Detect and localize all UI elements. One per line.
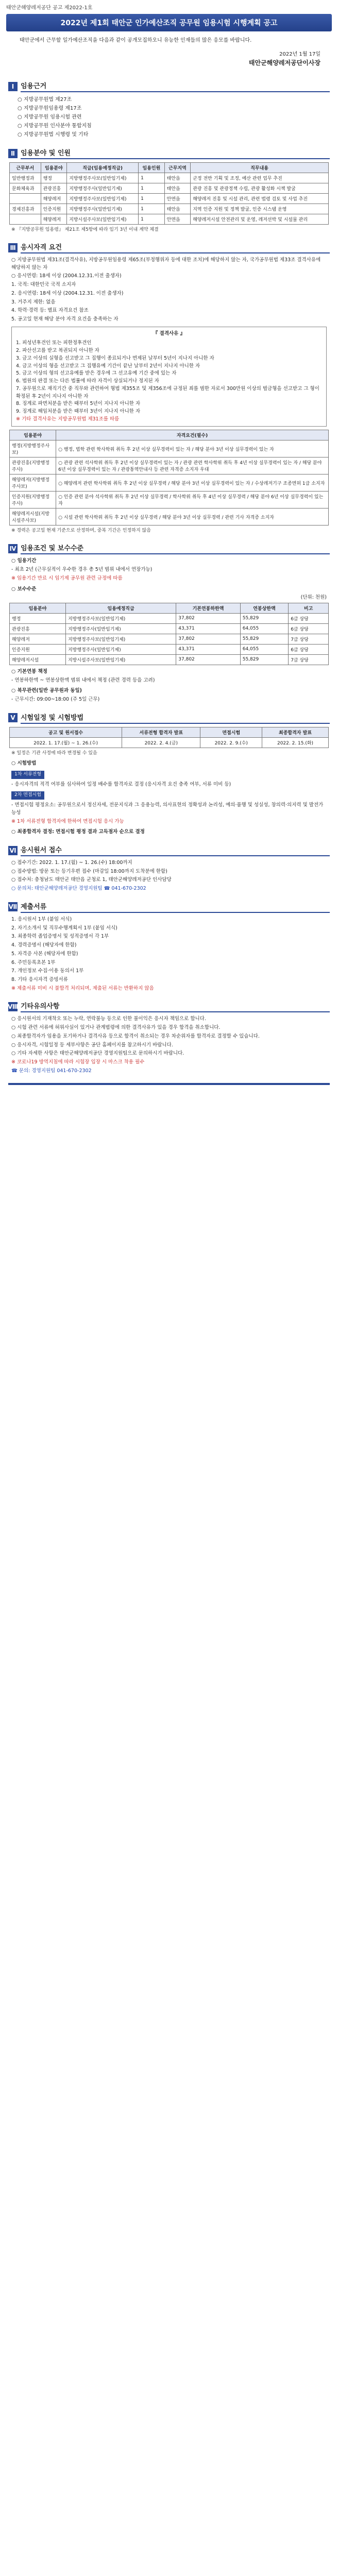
- table-cell: [10, 214, 41, 225]
- pay-table: [9, 603, 329, 665]
- table-cell: 2022. 2. 9.(수): [200, 737, 262, 748]
- table-cell: 2022. 1. 17.(월) ~ 1. 26.(수): [10, 737, 122, 748]
- table-cell: 경제진흥과: [10, 204, 41, 214]
- section-label: 시험일정 및 시험방법: [21, 712, 330, 724]
- table-cell: 37,802: [176, 654, 240, 665]
- table-cell: 지방행정주사(일반임기제): [67, 183, 139, 194]
- table-cell: [10, 194, 41, 204]
- table-cell: 1: [139, 214, 165, 225]
- table-cell: 해양레저: [41, 214, 67, 225]
- section-label: 제출서류: [21, 901, 330, 913]
- table-cell: 관광 진흥 및 관광정책 수립, 관광 활성화 시책 발굴: [191, 183, 329, 194]
- table-header: 임용분야: [41, 163, 67, 173]
- table-cell: 55,829: [240, 654, 288, 665]
- document-item: 5. 자격증 사본 (해당자에 한함): [11, 951, 78, 957]
- disqualification-item: 8. 징계로 파면처분을 받은 때부터 5년이 지나지 아니한 자: [16, 401, 141, 407]
- caution-item: ○ 응시원서의 기재착오 또는 누락, 연락불능 등으로 인한 불이익은 응시자 책임으로 합니다.: [11, 1016, 206, 1022]
- table-row: [10, 654, 329, 665]
- table-header: 임용인원: [139, 163, 165, 173]
- table-cell: 해양레저 진흥 및 시설 관리, 관련 법령 검토 및 사업 추진: [191, 194, 329, 204]
- table-header: 직급(임용예정직급): [67, 163, 139, 173]
- table-header: 최종합격자 발표: [262, 727, 329, 737]
- application-place: ○ 접수처: 충청남도 태안군 태안읍 군청로 1, 태안군해양레저공단 인사담당: [11, 877, 172, 883]
- table-cell: ○ 행정, 법학 관련 학사학위 취득 후 2년 이상 실무경력이 있는 자 / 해당 분야 3년 이상 실무경력이 있는 자: [56, 440, 329, 457]
- section-number: Ⅲ: [8, 243, 18, 252]
- section-number: Ⅷ: [7, 1003, 19, 1010]
- table-row: [10, 492, 329, 509]
- table-row: [10, 634, 329, 644]
- table-cell: 문화체육과: [10, 183, 41, 194]
- table-header: 임용예정직급: [65, 603, 176, 613]
- section-number: Ⅶ: [8, 903, 18, 911]
- section-caution-title: [8, 1001, 330, 1012]
- method-title: ○ 시험방법: [11, 760, 37, 766]
- document-item: 8. 기타 응시자격 증빙서류: [11, 976, 68, 982]
- table-header: 자격요건(필수): [56, 430, 329, 440]
- phase-label: 2차 면접시험: [11, 791, 44, 800]
- table-cell: 37,802: [176, 613, 240, 623]
- table-cell: 6급 상당: [289, 623, 329, 634]
- table-cell: 행정: [10, 613, 66, 623]
- section-conditions-title: [8, 543, 330, 554]
- table-cell: 태안읍: [164, 204, 191, 214]
- conditions-text-2: [4, 668, 334, 704]
- requirements-table: [9, 430, 329, 526]
- application-contact: ○ 문의처: 태안군해양레저공단 경영지원팀 ☎ 041-670-2302: [11, 886, 146, 892]
- caution-text: [4, 1015, 334, 1075]
- disqualification-title: 『 결격사유 』: [153, 330, 185, 336]
- disqualification-box: [11, 327, 327, 427]
- conditions-subtitle: ○ 임용기간: [11, 558, 37, 564]
- table-cell: 지방시설주사보(일반임기제): [67, 214, 139, 225]
- section-number: Ⅴ: [8, 713, 18, 722]
- basis-item: ○ 지방공무원법 시행령 및 기타: [18, 132, 89, 138]
- section-label: 임용조건 및 보수수준: [21, 543, 330, 554]
- qualification-age: ○ 응시연령: 18세 이상 (2004.12.31.이전 출생자): [11, 273, 122, 279]
- notice-page: [4, 0, 334, 1095]
- table-cell: 2022. 2. 4.(금): [122, 737, 200, 748]
- disqualification-note: ※ 기타 결격사유는 지방공무원법 제31조를 따름: [16, 416, 120, 422]
- table-row: [10, 509, 329, 526]
- disqualification-item: 7. 공무원으로 재직기간 중 직무와 관련하여 형법 제355조 및 제356조에 규정된 죄를 범한 자로서 300만원 이상의 벌금형을 선고받고 그 형이 확정된 후 2년이 지나지 아니한 자: [16, 385, 319, 399]
- section-number: Ⅰ: [8, 82, 18, 91]
- table-cell: 해양레저시설(지방시설주사보): [10, 509, 56, 526]
- caution-red: ※ 코로나19 방역지침에 따라 시험장 입장 시 마스크 착용 필수: [11, 1059, 145, 1065]
- section-schedule-title: [8, 712, 330, 724]
- table-header: 기본연봉하한액: [176, 603, 240, 613]
- qualification-text: [4, 257, 334, 324]
- table-cell: 지방행정주사(일반임기제): [65, 623, 176, 634]
- conditions-line: - 최초 2년 (근무실적이 우수한 경우 총 5년 범위 내에서 연장가능): [11, 567, 153, 573]
- table-cell: 1: [139, 183, 165, 194]
- phase-text: - 면접시험 평정요소: 공무원으로서 정신자세, 전문지식과 그 응용능력, 의사표현의 정확성과 논리성, 예의·품행 및 성실성, 창의력·의지력 및 발전가능성: [11, 802, 324, 816]
- table-cell: 2022. 2. 15.(화): [262, 737, 329, 748]
- section-number: Ⅳ: [8, 544, 18, 553]
- table-cell: 64,055: [240, 623, 288, 634]
- table-cell: 1: [139, 204, 165, 214]
- notice-date: 2022년 1월 17일: [279, 52, 320, 57]
- caution-contact: ☎ 문의: 경영지원팀 041-670-2302: [11, 1067, 92, 1074]
- document-item: 4. 경력증명서 (해당자에 한함): [11, 942, 77, 948]
- requirements-note: ※ 경력은 공고일 현재 기준으로 산정하며, 중복 기간은 인정하지 않음: [11, 528, 151, 534]
- table-cell: 태안읍: [164, 183, 191, 194]
- table-cell: 해양레저(지방행정주사보): [10, 474, 56, 492]
- table-cell: 지방시설주사보(일반임기제): [65, 654, 176, 665]
- section-label: 임용근거: [21, 80, 330, 92]
- table-row: [10, 173, 329, 183]
- section-number: Ⅵ: [8, 846, 18, 855]
- section-label: 응시자격 요건: [21, 242, 330, 253]
- table-cell: 관광진흥(지방행정주사): [10, 457, 56, 474]
- table-cell: 지역 인증 지원 및 정책 발굴, 인증 시스템 운영: [191, 204, 329, 214]
- table-header: 공고 및 원서접수: [10, 727, 122, 737]
- table-cell: 인증지원: [10, 644, 66, 654]
- basis-list: [4, 95, 334, 139]
- qualification-item: 5. 공고일 현재 해당 분야 자격 요건을 충족하는 자: [11, 316, 119, 323]
- table-cell: 55,829: [240, 634, 288, 644]
- pay-unit: (단위: 천원): [300, 595, 327, 601]
- table-row: [10, 440, 329, 457]
- table-cell: ○ 관광 관련 석사학위 취득 후 2년 이상 실무경력이 있는 자 / 관광 관련 학사학위 취득 후 4년 이상 실무경력이 있는 자 / 해당 분야 6년 이상 실무경력이 있는 자 / 관광통역안내사 등 관련 자격증 소지자 우대: [56, 457, 329, 474]
- basis-item: ○ 지방공무원임용령 제17조: [18, 106, 82, 111]
- table-cell: 55,829: [240, 613, 288, 623]
- qualification-item: 2. 응시연령: 18세 이상 (2004.12.31. 이전 출생자): [11, 290, 124, 296]
- section-positions-title: [8, 147, 330, 159]
- page-title: 2022년 제1회 태안군 인가예산조직 공무원 임용시험 시행계획 공고: [6, 14, 332, 31]
- issuing-org: 태안군해양레저공단이사장: [248, 59, 320, 66]
- table-cell: 64,055: [240, 644, 288, 654]
- table-cell: 행정(지방행정주사보): [10, 440, 56, 457]
- table-cell: 군정 전반 기획 및 조정, 예산 관련 업무 추진: [191, 173, 329, 183]
- basis-item: ○ 지방공무원 임용시험 관련: [18, 114, 82, 120]
- table-cell: ○ 인증 관련 분야 석사학위 취득 후 2년 이상 실무경력 / 학사학위 취득 후 4년 이상 실무경력 / 해당 분야 6년 이상 실무경력이 있는 자: [56, 492, 329, 509]
- documents-note: ※ 제출서류 미비 시 불합격 처리되며, 제출된 서류는 반환하지 않음: [11, 985, 154, 991]
- phase-note: ※ 1차 서류전형 합격자에 한하여 면접시험 응시 가능: [11, 818, 124, 824]
- table-cell: 7급 상당: [289, 654, 329, 665]
- positions-table: [9, 162, 329, 225]
- section-label: 기타유의사항: [21, 1001, 330, 1012]
- document-item: 1. 응시원서 1부 (붙임 서식): [11, 916, 72, 922]
- positions-note: ※ 『지방공무원 임용령』 제21조 제5항에 따라 임기 3년 이내 계약 체결: [11, 227, 159, 232]
- table-row: [10, 214, 329, 225]
- table-cell: 1: [139, 194, 165, 204]
- table-row: [10, 623, 329, 634]
- table-header: 임용분야: [10, 430, 56, 440]
- table-row: [10, 457, 329, 474]
- table-cell: 지방행정주사보(일반임기제): [65, 634, 176, 644]
- table-header: 직무내용: [191, 163, 329, 173]
- table-cell: 지방행정주사(일반임기제): [67, 204, 139, 214]
- table-row: [10, 204, 329, 214]
- section-label: 임용분야 및 인원: [21, 147, 330, 159]
- footer-bar: [8, 1083, 330, 1085]
- schedule-table: [9, 727, 329, 748]
- application-method: ○ 접수방법: 방문 또는 등기우편 접수 (마감일 18:00까지 도착분에 한함): [11, 868, 167, 874]
- phase-text: - 응시자격의 적격 여부를 심사하여 일정 배수를 합격자로 결정 (응시자격 요건 충족 여부, 서류 미비 등): [11, 781, 231, 787]
- section-basis-title: [8, 80, 330, 92]
- table-cell: 지방행정주사보(일반임기제): [67, 173, 139, 183]
- document-item: 6. 주민등록초본 1부: [11, 959, 56, 965]
- section-number: Ⅱ: [8, 149, 18, 158]
- table-cell: 7급 상당: [289, 634, 329, 644]
- table-cell: 해양레저: [41, 194, 67, 204]
- qualification-intro: ○ 지방공무원법 제31조(결격사유), 지방공무원임용령 제65조(부정행위자 등에 대한 조치)에 해당하지 않는 자, 국가공무원법 제33조 결격사유에 해당하지 않는 자: [11, 257, 321, 270]
- intro-text: 태안군에서 근무할 일가예산조직을 다음과 같이 공개모집하오니 유능한 인재들의 많은 응모를 바랍니다.: [20, 38, 252, 43]
- document-item: 2. 자기소개서 및 직무수행계획서 1부 (붙임 서식): [11, 925, 117, 931]
- schedule-note: ※ 일정은 기관 사정에 따라 변경될 수 있음: [11, 750, 97, 756]
- table-cell: 인증지원: [41, 204, 67, 214]
- caution-item: ○ 응시자격, 시험일정 등 세부사항은 공단 홈페이지를 참고하시기 바랍니다.: [11, 1042, 173, 1048]
- conditions-line: - 연봉하한액 ~ 연봉상한액 범위 내에서 책정 (관련 경력 등을 고려): [11, 677, 155, 683]
- table-row: [10, 474, 329, 492]
- table-cell: ○ 해양레저 관련 학사학위 취득 후 2년 이상 실무경력 / 해당 분야 3년 이상 실무경력이 있는 자 / 수상레저기구 조종면허 1급 소지자: [56, 474, 329, 492]
- qualification-item: 4. 학력·경력 등: 별표 자격요건 참조: [11, 308, 89, 314]
- table-cell: 일반행정과: [10, 173, 41, 183]
- caution-item: ○ 기타 자세한 사항은 태안군해양레저공단 경영지원팀으로 문의하시기 바랍니다.: [11, 1050, 184, 1057]
- documents-text: [4, 916, 334, 992]
- disqualification-item: 4. 금고 이상의 형을 선고받고 그 집행유예 기간이 끝난 날부터 2년이 지나지 아니한 자: [16, 363, 200, 369]
- section-label: 응시원서 접수: [21, 844, 330, 856]
- table-cell: 해양레저시설: [10, 654, 66, 665]
- table-cell: 6급 상당: [289, 613, 329, 623]
- disqualification-item: 9. 징계로 해임처분을 받은 때부터 3년이 지나지 아니한 자: [16, 408, 141, 414]
- table-cell: ○ 시설 관련 학사학위 취득 후 2년 이상 실무경력 / 해당 분야 3년 이상 실무경력 / 관련 기사 자격증 소지자: [56, 509, 329, 526]
- basis-item: ○ 지방공무원 인사분야 통합지침: [18, 123, 92, 129]
- conditions-subtitle: ○ 기본연봉 책정: [11, 668, 47, 674]
- table-cell: 해양레저시설 안전관리 및 운영, 레저선박 및 시설물 관리: [191, 214, 329, 225]
- table-header: 근무지역: [164, 163, 191, 173]
- table-cell: 안면읍: [164, 194, 191, 204]
- section-documents-title: [8, 901, 330, 913]
- disqualification-item: 5. 금고 이상의 형의 선고유예를 받은 경우에 그 선고유예 기간 중에 있는 자: [16, 370, 177, 377]
- method-text: [4, 760, 334, 836]
- disqualification-item: 2. 파산선고를 받고 복권되지 아니한 자: [16, 348, 99, 354]
- table-row: [10, 613, 329, 623]
- table-cell: 관광진흥: [10, 623, 66, 634]
- caution-item: ○ 시험 관련 서류에 허위사실이 있거나 관계법령에 의한 결격사유가 있을 경우 합격을 취소합니다.: [11, 1025, 221, 1031]
- disqualification-item: 3. 금고 이상의 실형을 선고받고 그 집행이 종료되거나 면제된 날부터 5년이 지나지 아니한 자: [16, 355, 214, 361]
- disqualification-item: 6. 법원의 판결 또는 다른 법률에 따라 자격이 상실되거나 정지된 자: [16, 378, 159, 384]
- conditions-text: [4, 557, 334, 602]
- table-cell: 6급 상당: [289, 644, 329, 654]
- section-application-title: [8, 844, 330, 856]
- table-header: 서류전형 합격자 발표: [122, 727, 200, 737]
- qualification-item: 1. 국적: 대한민국 국적 소지자: [11, 282, 76, 288]
- table-header: 비고: [289, 603, 329, 613]
- basis-item: ○ 지방공무원법 제27조: [18, 97, 72, 103]
- table-cell: 관광진흥: [41, 183, 67, 194]
- section-qualification-title: [8, 242, 330, 253]
- table-row: [10, 644, 329, 654]
- table-cell: 지방행정주사보(일반임기제): [67, 194, 139, 204]
- table-cell: 태안읍: [164, 173, 191, 183]
- conditions-line: - 근무시간: 09:00~18:00 (주 5일 근무): [11, 697, 100, 703]
- table-cell: 43,371: [176, 644, 240, 654]
- table-cell: 안면읍: [164, 214, 191, 225]
- table-row: [10, 183, 329, 194]
- notice-number: 태안군해양레저공단 공고 제2022-1호: [6, 5, 93, 11]
- table-cell: 37,802: [176, 634, 240, 644]
- phase-label: 1차 서류전형: [11, 771, 44, 779]
- table-header: 임용분야: [10, 603, 66, 613]
- table-header: 면접시험: [200, 727, 262, 737]
- table-cell: 인증지원(지방행정주사): [10, 492, 56, 509]
- disqualification-item: 1. 피성년후견인 또는 피한정후견인: [16, 340, 92, 346]
- application-period: ○ 접수기간: 2022. 1. 17.(월) ~ 1. 26.(수) 18:00까지: [11, 860, 132, 866]
- document-item: 3. 최종학력 졸업증명서 및 성적증명서 각 1부: [11, 934, 109, 940]
- final-decision: ○ 최종합격자 결정: 면접시험 평정 결과 고득점자 순으로 결정: [11, 829, 145, 835]
- table-row: [10, 194, 329, 204]
- table-header: 근무부서: [10, 163, 41, 173]
- table-cell: 행정: [41, 173, 67, 183]
- table-header: 연봉상한액: [240, 603, 288, 613]
- table-cell: 1: [139, 173, 165, 183]
- conditions-subtitle: ○ 보수수준: [11, 586, 37, 592]
- table-cell: 지방행정주사보(일반임기제): [65, 613, 176, 623]
- conditions-subtitle: ○ 복무관련(일반 공무원과 동일): [11, 688, 82, 694]
- document-item: 7. 개인정보 수집·이용 동의서 1부: [11, 968, 84, 974]
- conditions-note: ※ 임용기간 만료 시 임기제 공무원 관련 규정에 따름: [11, 575, 123, 581]
- caution-item: ○ 최종합격자가 임용을 포기하거나 결격사유 등으로 합격이 취소되는 경우 차순위자를 합격자로 결정할 수 있습니다.: [11, 1033, 260, 1039]
- table-cell: 해양레저: [10, 634, 66, 644]
- application-text: [4, 859, 334, 893]
- table-cell: 43,371: [176, 623, 240, 634]
- table-cell: 지방행정주사(일반임기제): [65, 644, 176, 654]
- qualification-item: 3. 거주지 제한: 없음: [11, 299, 56, 305]
